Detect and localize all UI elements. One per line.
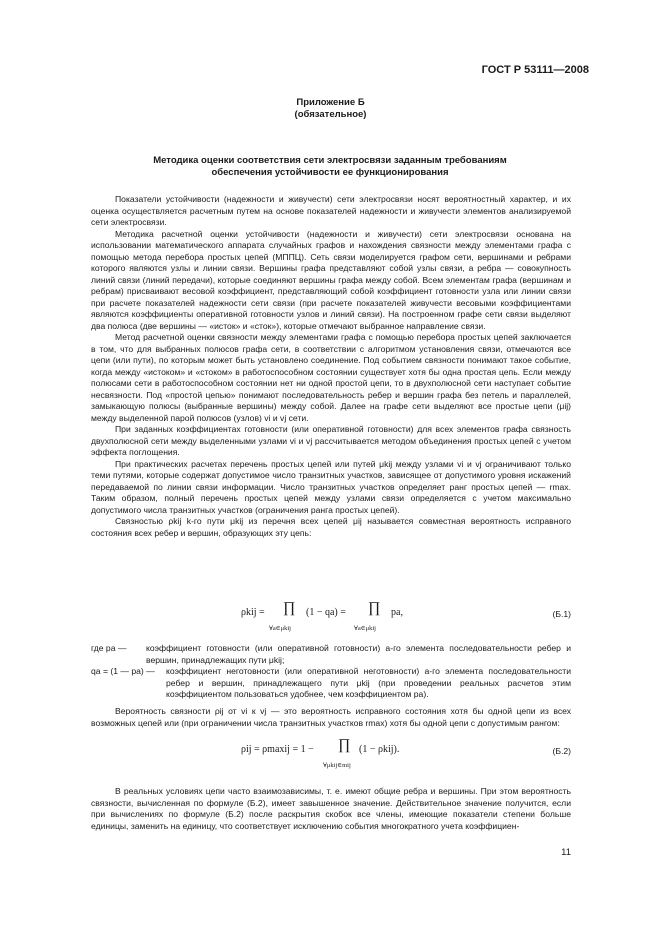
definition-qa: [91, 666, 571, 701]
paragraph-6: Связностью ρkij k-го пути μkij из перечня всех цепей μij называется совместная вероятность исправного состояния всех ребер и вершин, образующих эту цепь:: [91, 516, 571, 538]
formula-b2-term: (1 − ρkij).: [359, 744, 400, 755]
definition-pa-label: где pa —: [91, 643, 127, 653]
paragraph-1: Показатели устойчивости (надежности и живучести) сети электросвязи носят вероятностный характер, и их оценка осуществляется расчетным путем на основе показателей надежности и живучести элементов анализируемой сети электросвязи.: [91, 194, 571, 227]
paragraph-3: Метод расчетной оценки связности между элементами графа с помощью перебора простых цепей заключается в том, что для выбранных полюсов графа сети, в соответствии с алгоритмом установления связи, отмечаются все цепи (или пути), по которым может быть установлено соединение. Под событием связности понимают такое событие, когда между «истоком» и «стоком» в работоспособном состоянии существует хотя бы одна простая цепь. Если между полюсами сети в работоспособном состоянии нет ни одной простой цепи, то в двухполюсной сети наступает событие несвязности. Под «простой цепью» понимают последовательность ребер и вершин графа без петель и параллелей, замыкающую полюсы (выбранные вершины) между собой. Далее на графе сети выделяют все простые цепи (μij) между выделенной парой полюсов (узлов) vi и vj сети.: [91, 332, 571, 423]
product-symbol-1: ∏: [283, 600, 296, 616]
formula-b2-lhs: ρij = ρmaxij = 1 −: [241, 744, 314, 755]
formula-b1-number: (Б.1): [552, 609, 571, 619]
formula-b1-under-1: ∀a∈μkij: [269, 625, 291, 632]
formula-b1-lhs: ρkij =: [241, 607, 265, 618]
formula-b1-term2: pa,: [391, 607, 403, 618]
formula-b1: [91, 597, 571, 637]
section-title-line1: Методика оценки соответствия сети электросвязи заданным требованиям: [153, 155, 507, 166]
standard-number: ГОСТ Р 53111—2008: [481, 64, 589, 76]
definition-qa-text: коэффициент неготовности (или оперативной неготовности) a-го элемента последовательности ребер и вершин, принадлежащего пути μkij (при проведении реальных расчетов этим коэффициентом пользоваться удобнее, чем коэффициентом pa).: [166, 666, 571, 699]
page-number: 11: [561, 847, 571, 858]
product-symbol-2: ∏: [368, 600, 381, 616]
formula-b2: [91, 734, 571, 774]
paragraph-7: Вероятность связности ρij от vi к vj — это вероятность исправного состояния хотя бы одной цепи из всех возможных цепей или (при ограничении числа транзитных участков rmax) хотя бы одной цепи с допустимым рангом:: [91, 706, 571, 728]
formula-b2-under: ∀μkij∈mij: [323, 762, 351, 769]
definition-pa-text: коэффициент готовности (или оперативной готовности) a-го элемента последовательности ребер и вершин, принадлежащих пути μkij;: [146, 643, 571, 665]
product-symbol-3: ∏: [338, 737, 351, 753]
appendix-title: Приложение Б: [296, 97, 365, 108]
formula-b1-term1: (1 − qa) =: [306, 607, 346, 618]
paragraph-4: При заданных коэффициентах готовности (или оперативной готовности) для всех элементов графа связность двухполюсной сети между выделенными узлами vi и vj рассчитывается методом объединения простых цепей с учетом эффекта поглощения.: [91, 424, 571, 457]
body-text-block-1: [91, 194, 571, 539]
definition-qa-label: qa = (1 — pa) —: [91, 666, 155, 676]
appendix-status: (обязательное): [294, 109, 367, 120]
paragraph-8: В реальных условиях цепи часто взаимозависимы, т. е. имеют общие ребра и вершины. При этом вероятность связности, вычисленная по формуле (Б.2), имеет завышенное значение. Действительное значение получится, если при вычислениях по формуле (Б.2) после раскрытия скобок все члены, имеющие показатели степени больше единицы, заменить на единицу, что соответствует исключению события многократного учета коэффициен-: [91, 786, 571, 831]
body-text-block-2: [91, 706, 571, 729]
formula-b1-under-2: ∀a∈μkij: [354, 625, 376, 632]
paragraph-2: Методика расчетной оценки устойчивости (надежности и живучести) сети электросвязи основана на использовании математического аппарата случайных графов и нахождения связности между элементами графа с помощью метода перебора простых цепей (МППЦ). Сеть связи моделируется графом сети, вершинами и ребрами которого являются узлы и линии связи. Вершины графа представляют собой узлы связи, а ребра — совокупность линий связи (линий передачи), которые соединяют вершины графа между собой. Всем элементам графа (вершинам и ребрам) присваивают весовой коэффициент, представляющий собой коэффициент готовности узла или линии связи при расчете показателей надежности сети связи (при расчете показателей живучести весовыми коэффициентами являются коэффициенты оперативной готовности узлов и линий связи). На построенном графе сети связи выделяют два полюса (две вершины — «исток» и «сток»), которые отмечают выбранное направление связи.: [91, 228, 571, 331]
formula-b2-number: (Б.2): [552, 746, 571, 756]
definition-pa: [91, 643, 571, 666]
section-title-line2: обеспечения устойчивости ее функционирования: [211, 167, 449, 178]
variable-definitions: [91, 643, 571, 701]
paragraph-5: При практических расчетах перечень простых цепей или путей μkij между узлами vi и vj ограничивают только теми путями, которые содержат допустимое число транзитных участков, зависящее от допустимого уровня искажений передаваемой по линии связи информации. Число транзитных участков определяет ранг простых цепей — rmax. Таким образом, полный перечень простых цепей между узлами связи определяется с учетом максимально допустимого числа транзитных участков (ограничения ранга простых цепей).: [91, 458, 571, 515]
body-text-block-3: [91, 786, 571, 832]
